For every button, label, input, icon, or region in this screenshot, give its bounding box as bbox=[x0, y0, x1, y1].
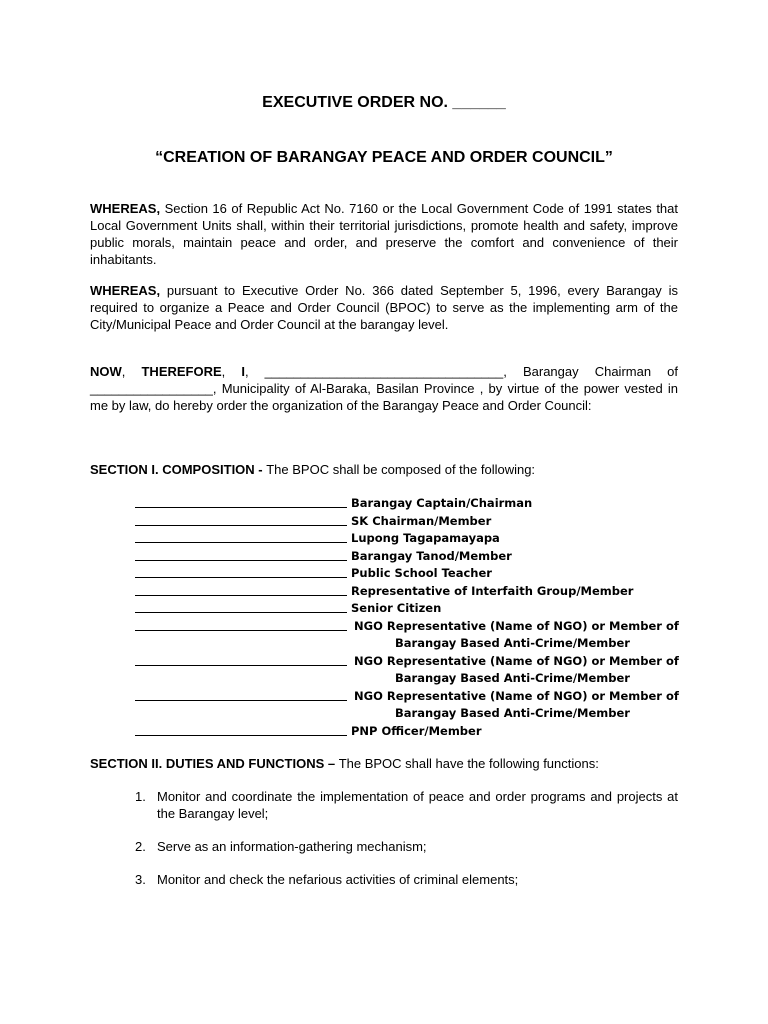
whereas-lead: WHEREAS, bbox=[90, 201, 161, 216]
whereas-text: pursuant to Executive Order No. 366 dated September 5, 1996, every Barangay is required to organize a Peace and Order Council (BPOC) to serve as the implementing arm of the City/Municipal Peace and Order Council at the barangay level. bbox=[90, 283, 678, 332]
section-2-heading bbox=[90, 756, 599, 771]
member-role-continuation: Barangay Based Anti-Crime/Member bbox=[395, 671, 630, 685]
member-role-label: Representative of Interfaith Group/Member bbox=[351, 583, 634, 598]
section-2-title: SECTION II. DUTIES AND FUNCTIONS – bbox=[90, 756, 339, 771]
member-row bbox=[135, 495, 675, 513]
function-text: Monitor and check the nefarious activities of criminal elements; bbox=[157, 872, 519, 887]
member-row bbox=[135, 723, 675, 741]
member-role-label: NGO Representative (Name of NGO) or Member of bbox=[354, 688, 679, 703]
signature-blank-line bbox=[135, 583, 347, 596]
functions-list bbox=[90, 788, 678, 904]
member-role-label: Barangay Captain/Chairman bbox=[351, 496, 533, 510]
member-list bbox=[135, 495, 679, 740]
member-role-continuation: Barangay Based Anti-Crime/Member bbox=[395, 636, 630, 650]
member-row bbox=[135, 618, 679, 636]
signature-blank-line bbox=[135, 688, 347, 701]
section-2-text: The BPOC shall have the following functions: bbox=[338, 756, 599, 771]
function-number: 3. bbox=[135, 872, 146, 887]
document-subtitle: “CREATION OF BARANGAY PEACE AND ORDER COUNCIL” bbox=[155, 149, 613, 166]
signature-blank-line bbox=[135, 548, 347, 561]
whereas-paragraph-2 bbox=[90, 282, 678, 333]
member-row bbox=[135, 653, 679, 671]
whereas-text: Section 16 of Republic Act No. 7160 or the Local Government Code of 1991 states that Local Government Units shall, within their territorial jurisdictions, promote health and safety, improve public morals, maintain peace and order, and preserve the comfort and convenience of their inhabitants. bbox=[90, 201, 678, 267]
signature-blank-line bbox=[135, 600, 347, 613]
whereas-lead: WHEREAS, bbox=[90, 283, 161, 298]
member-role-label: Lupong Tagapamayapa bbox=[351, 531, 500, 545]
member-row bbox=[135, 600, 675, 618]
signature-blank-line bbox=[135, 530, 347, 543]
signature-blank-line bbox=[135, 618, 347, 631]
member-role-continuation: Barangay Based Anti-Crime/Member bbox=[395, 706, 630, 720]
function-item bbox=[90, 871, 678, 888]
function-item bbox=[90, 788, 678, 822]
section-1-title: SECTION I. COMPOSITION - bbox=[90, 462, 267, 477]
member-role-label: NGO Representative (Name of NGO) or Member of bbox=[354, 618, 679, 633]
document-title: EXECUTIVE ORDER NO. ______ bbox=[262, 94, 506, 111]
signature-blank-line bbox=[135, 495, 347, 508]
now-therefore-text: , _________________________________, Barangay Chairman of _________________, Municipality of Al-Baraka, Basilan Province , by virtue of the power vested in me by law, do hereby order the organization of the Barangay Peace and Order Council: bbox=[90, 364, 678, 413]
function-item bbox=[90, 838, 678, 855]
now-therefore-paragraph bbox=[90, 363, 678, 414]
now-lead: NOW bbox=[90, 364, 122, 379]
member-role-label: SK Chairman/Member bbox=[351, 513, 492, 528]
member-row bbox=[135, 530, 675, 548]
now-sep-2: , bbox=[221, 364, 242, 379]
signature-blank-line bbox=[135, 565, 347, 578]
function-number: 1. bbox=[135, 789, 146, 804]
section-1-heading bbox=[90, 462, 535, 477]
whereas-paragraph-1 bbox=[90, 200, 678, 268]
signature-blank-line bbox=[135, 723, 347, 736]
member-row bbox=[135, 565, 675, 583]
therefore-lead: THEREFORE bbox=[141, 364, 222, 379]
i-lead: I bbox=[241, 364, 245, 379]
function-text: Serve as an information-gathering mechanism; bbox=[157, 839, 427, 854]
member-role-label: Barangay Tanod/Member bbox=[351, 548, 512, 563]
section-1-text: The BPOC shall be composed of the following: bbox=[266, 462, 536, 477]
now-sep-1: , bbox=[121, 364, 142, 379]
member-role-label: NGO Representative (Name of NGO) or Member of bbox=[354, 653, 679, 668]
member-row bbox=[135, 583, 675, 601]
signature-blank-line bbox=[135, 513, 347, 526]
member-row bbox=[135, 513, 675, 531]
function-number: 2. bbox=[135, 839, 146, 854]
member-role-label: PNP Officer/Member bbox=[351, 723, 482, 738]
member-role-label: Public School Teacher bbox=[351, 566, 492, 580]
member-role-label: Senior Citizen bbox=[351, 601, 442, 615]
signature-blank-line bbox=[135, 653, 347, 666]
member-row bbox=[135, 688, 679, 706]
member-row bbox=[135, 548, 675, 566]
function-text: Monitor and coordinate the implementation of peace and order programs and projects at the Barangay level; bbox=[157, 789, 678, 821]
